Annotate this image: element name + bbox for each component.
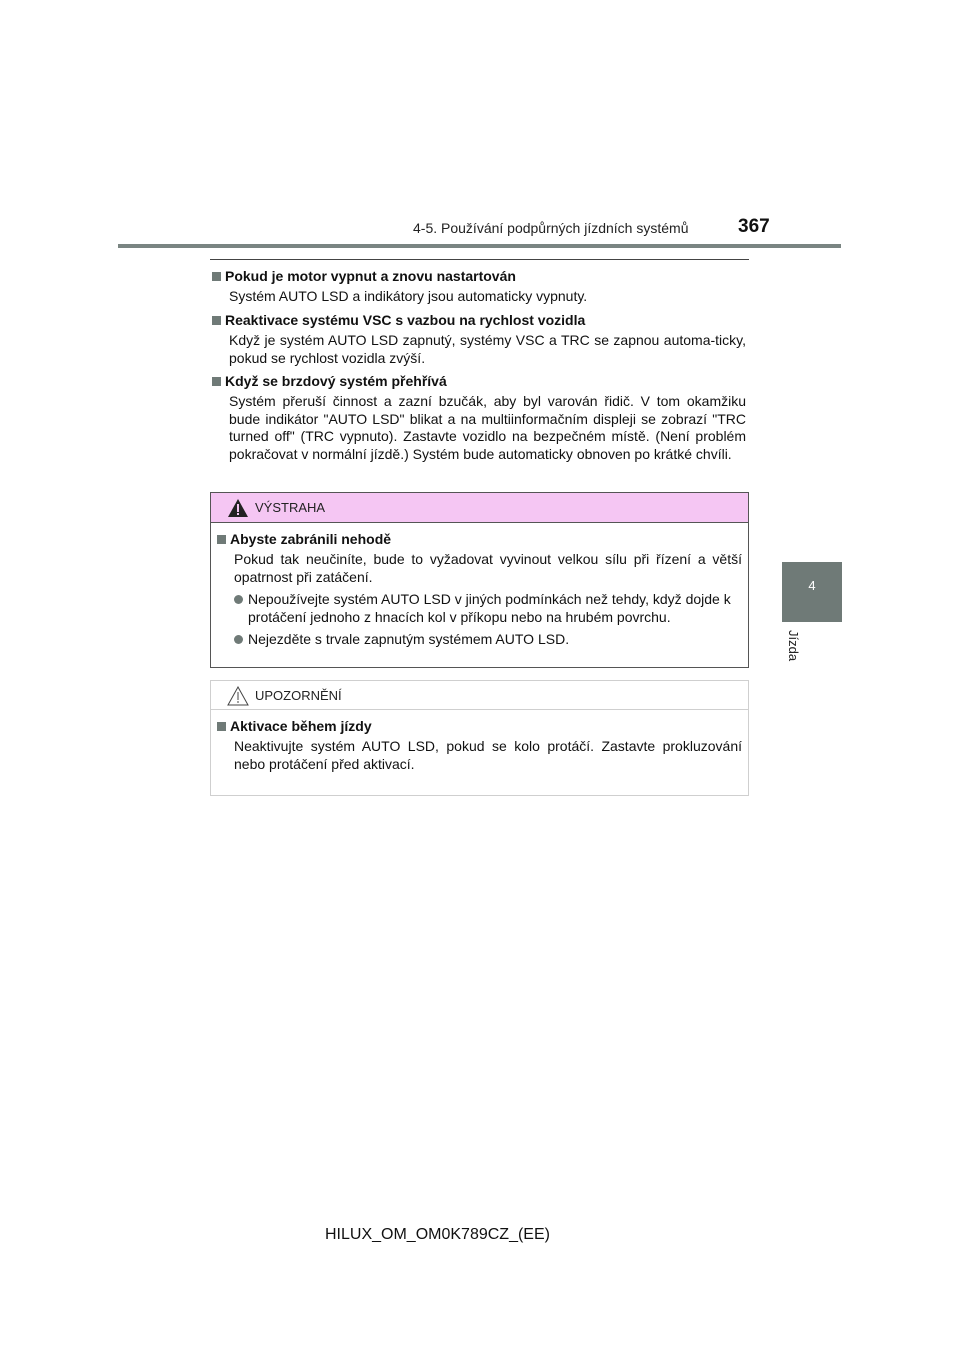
list-item: Nepoužívejte systém AUTO LSD v jiných podmínkách než tehdy, když dojde k protáčení jednoho z hnacích kol v příkopu nebo na hrubém povrchu. [234, 591, 742, 626]
section-brake-overheat [210, 373, 746, 463]
document-code: HILUX_OM_OM0K789CZ_(EE) [325, 1226, 550, 1243]
warning-box [210, 492, 749, 668]
square-bullet-icon [212, 272, 221, 281]
section-heading: Reaktivace systému VSC s vazbou na rychlost vozidla [210, 312, 746, 328]
section-vsc-reactivation [210, 312, 746, 367]
warning-title: VÝSTRAHA [255, 500, 326, 515]
list-item: Nejezděte s trvale zapnutým systémem AUTO LSD. [234, 631, 742, 649]
section-heading: Pokud je motor vypnut a znovu nastartován [210, 268, 746, 284]
warning-heading: Abyste zabránili nehodě [215, 531, 742, 547]
content-divider [210, 259, 749, 260]
header-divider [118, 244, 841, 248]
square-bullet-icon [217, 535, 226, 544]
section-text: Systém AUTO LSD a indikátory jsou automaticky vypnuty. [229, 288, 588, 304]
caution-header [211, 681, 748, 710]
caution-box [210, 680, 749, 796]
chapter-label: Jízda [786, 630, 801, 662]
section-title: 4-5. Používání podpůrných jízdních systémů [413, 220, 689, 236]
section-text: Systém přeruší činnost a zazní bzučák, aby byl varován řidič. V tom okamžiku bude indikátor "AUTO LSD" blikat a na multiinformačním displeji se zobrazí "TRC turned off" (TRC vypnuto). Zastavte vozidlo na bezpečném místě. (Není problém pokračovat v normální jízdě.) Systém bude automaticky obnoven po krátké chvíli. [229, 393, 746, 462]
section-heading: Když se brzdový systém přehřívá [210, 373, 746, 389]
chapter-number: 4 [808, 578, 816, 593]
square-bullet-icon [212, 377, 221, 386]
round-bullet-icon [234, 635, 243, 644]
warning-text: Pokud tak neučiníte, bude to vyžadovat vyvinout velkou sílu při řízení a větší opatrnost při zatáčení. [234, 551, 742, 585]
section-text: Když je systém AUTO LSD zapnutý, systémy VSC a TRC se zapnou automa-ticky, pokud se rychlost vozidla zvýší. [229, 332, 746, 366]
caution-heading: Aktivace během jízdy [215, 718, 742, 734]
page-number: 367 [738, 216, 770, 237]
warning-triangle-icon [227, 498, 249, 518]
square-bullet-icon [217, 722, 226, 731]
warning-header [211, 493, 748, 523]
round-bullet-icon [234, 595, 243, 604]
caution-text: Neaktivujte systém AUTO LSD, pokud se kolo protáčí. Zastavte prokluzování nebo protáčení před aktivací. [234, 738, 742, 772]
chapter-tab[interactable] [782, 562, 842, 622]
section-engine-restart [210, 268, 746, 306]
square-bullet-icon [212, 316, 221, 325]
caution-triangle-icon [227, 686, 249, 706]
caution-title: UPOZORNĚNÍ [255, 688, 342, 703]
